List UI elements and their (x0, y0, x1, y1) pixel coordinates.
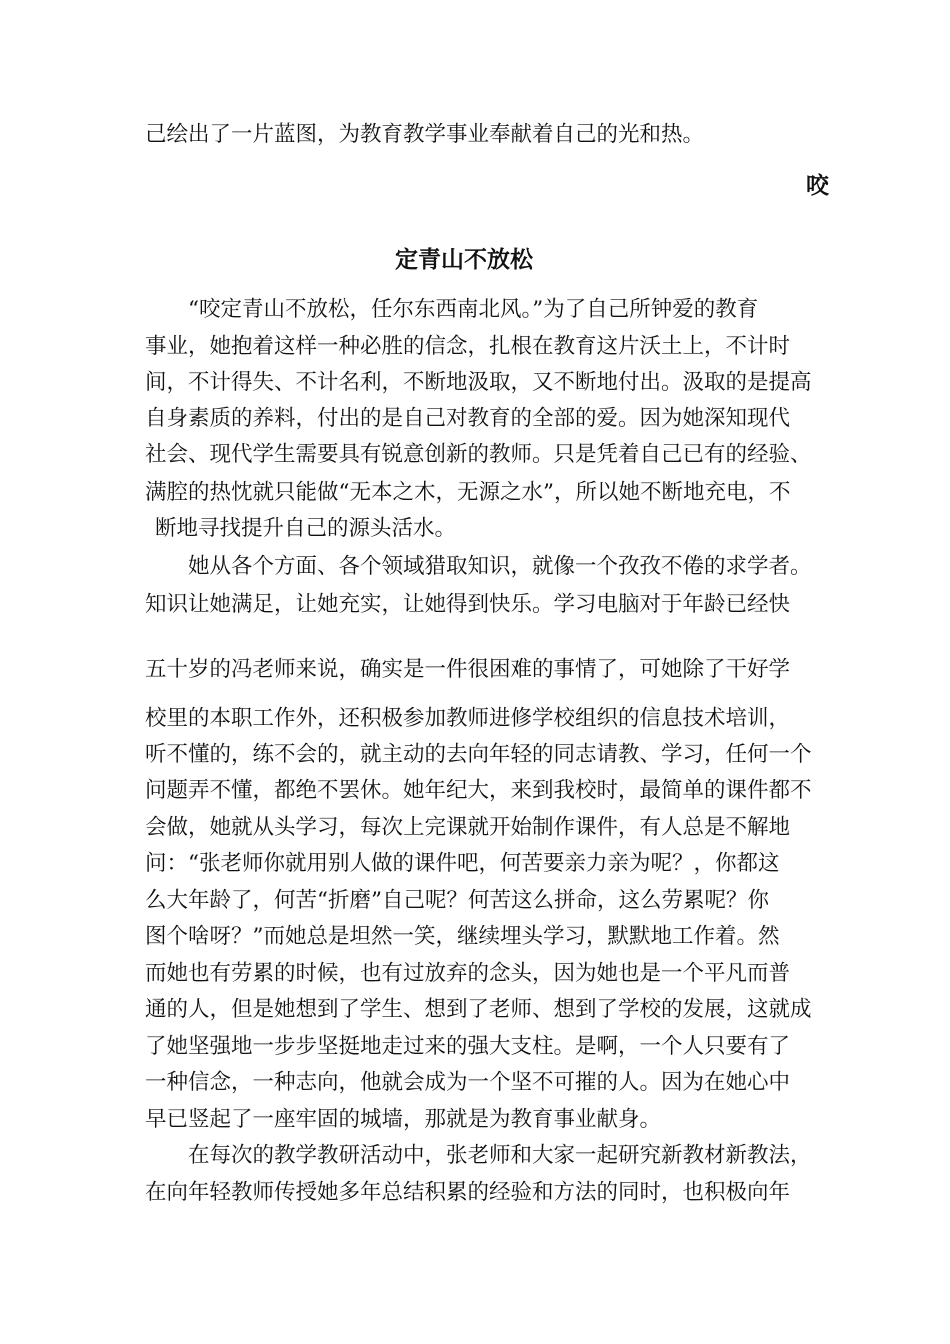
paragraph-line: 一种信念，一种志向，他就会成为一个坚不可摧的人。因为在她心中 (145, 1070, 791, 1095)
paragraph-line: 听不懂的，练不会的，就主动的去向年轻的同志请教、学习，任何一个 (145, 742, 812, 767)
paragraph-line: 间，不计得失、不计名利，不断地汲取，又不断地付出。汲取的是提高 (145, 370, 812, 395)
paragraph-line: 满腔的热忱就只能做“无本之木，无源之水”，所以她不断地充电，不 (145, 480, 791, 505)
paragraph-line: 事业，她抱着这样一种必胜的信念，扎根在教育这片沃土上，不计时 (145, 334, 791, 359)
paragraph-line: 而她也有劳累的时候，也有过放弃的念头，因为她也是一个平凡而普 (145, 961, 791, 986)
paragraph-line: 社会、现代学生需要具有锐意创新的教师。只是凭着自己已有的经验、 (145, 442, 812, 467)
paragraph-line: 图个啥呀？”而她总是坦然一笑，继续埋头学习，默默地工作着。然 (145, 924, 780, 949)
paragraph-line: 么大年龄了，何苦“折磨”自己呢？何苦这么拼命，这么劳累呢？你 (145, 888, 769, 913)
paragraph-line: 知识让她满足，让她充实，让她得到快乐。学习电脑对于年龄已经快 (145, 592, 791, 617)
heading-fragment: 咬 (806, 173, 829, 199)
page-title: 定青山不放松 (395, 247, 533, 273)
paragraph-line: 问：“张老师你就用别人做的课件吧，何苦要亲力亲为呢？，你都这 (145, 851, 780, 876)
paragraph-line: 校里的本职工作外，还积极参加教师进修学校组织的信息技术培训， (145, 706, 791, 731)
paragraph-line: 断地寻找提升自己的源头活水。 (155, 516, 457, 541)
paragraph-line: 自身素质的养料，付出的是自己对教育的全部的爱。因为她深知现代 (145, 406, 791, 431)
paragraph-line: 了她坚强地一步步坚挺地走过来的强大支柱。是啊，一个人只要有了 (145, 1034, 791, 1059)
paragraph-line: “咬定青山不放松，任尔东西南北风。”为了自己所钟爱的教育 (188, 297, 759, 322)
paragraph-line: 她从各个方面、各个领域猎取知识，就像一个孜孜不倦的求学者。 (188, 554, 812, 579)
paragraph-line: 五十岁的冯老师来说，确实是一件很困难的事情了，可她除了干好学 (145, 657, 791, 682)
paragraph-line: 在每次的教学教研活动中，张老师和大家一起研究新教材新教法， (188, 1143, 812, 1168)
paragraph-line: 在向年轻教师传授她多年总结积累的经验和方法的同时，也积极向年 (145, 1180, 791, 1205)
paragraph-line: 会做，她就从头学习，每次上完课就开始制作课件，有人总是不解地 (145, 815, 791, 840)
paragraph-line: 早已竖起了一座牢固的城墙，那就是为教育事业献身。 (145, 1107, 662, 1132)
paragraph-line: 通的人，但是她想到了学生、想到了老师、想到了学校的发展，这就成 (145, 997, 812, 1022)
paragraph-line: 问题弄不懂，都绝不罢休。她年纪大，来到我校时，最简单的课件都不 (145, 778, 812, 803)
top-line: 己绘出了一片蓝图，为教育教学事业奉献着自己的光和热。 (145, 122, 705, 147)
